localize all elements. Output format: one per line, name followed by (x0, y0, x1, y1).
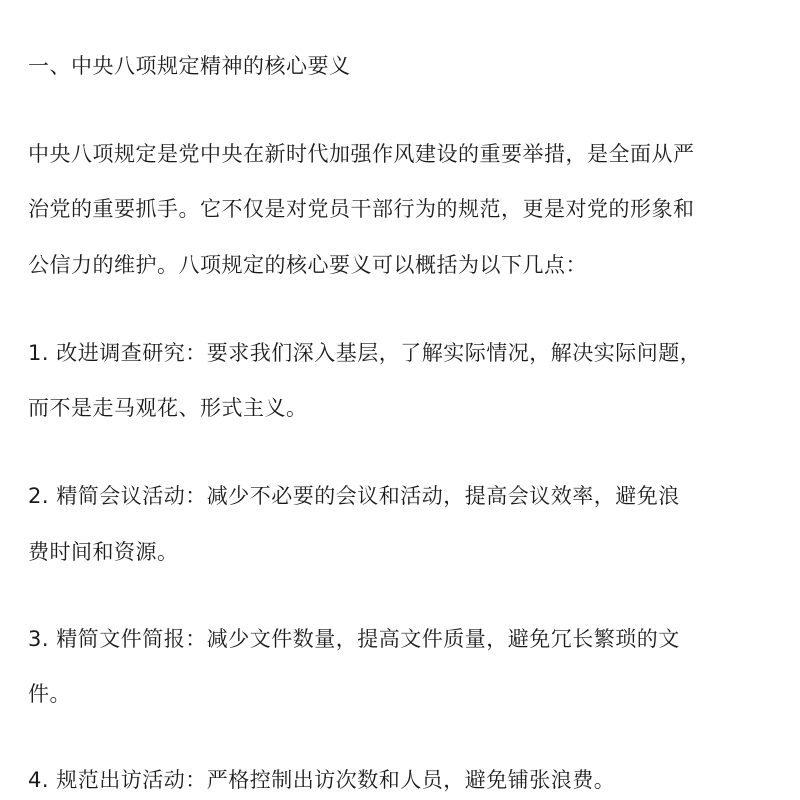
list-item-line: 1. 改进调查研究：要求我们深入基层，了解实际情况，解决实际问题， (28, 341, 702, 365)
section-heading: 一、中央八项规定精神的核心要义 (28, 54, 351, 78)
intro-line: 公信力的维护。八项规定的核心要义可以概括为以下几点： (28, 253, 587, 277)
list-item-line: 3. 精简文件简报：减少文件数量，提高文件质量，避免冗长繁琐的文 (28, 627, 680, 651)
list-item-line: 费时间和资源。 (28, 540, 179, 564)
list-item-line: 件。 (28, 682, 71, 706)
list-item-line: 2. 精简会议活动：减少不必要的会议和活动，提高会议效率，避免浪 (28, 484, 680, 508)
intro-line: 中央八项规定是党中央在新时代加强作风建设的重要举措，是全面从严 (28, 142, 695, 166)
intro-line: 治党的重要抓手。它不仅是对党员干部行为的规范，更是对党的形象和 (28, 197, 695, 221)
list-item-line: 而不是走马观花、形式主义。 (28, 396, 308, 420)
list-item-line: 4. 规范出访活动：严格控制出访次数和人员，避免铺张浪费。 (28, 768, 616, 792)
